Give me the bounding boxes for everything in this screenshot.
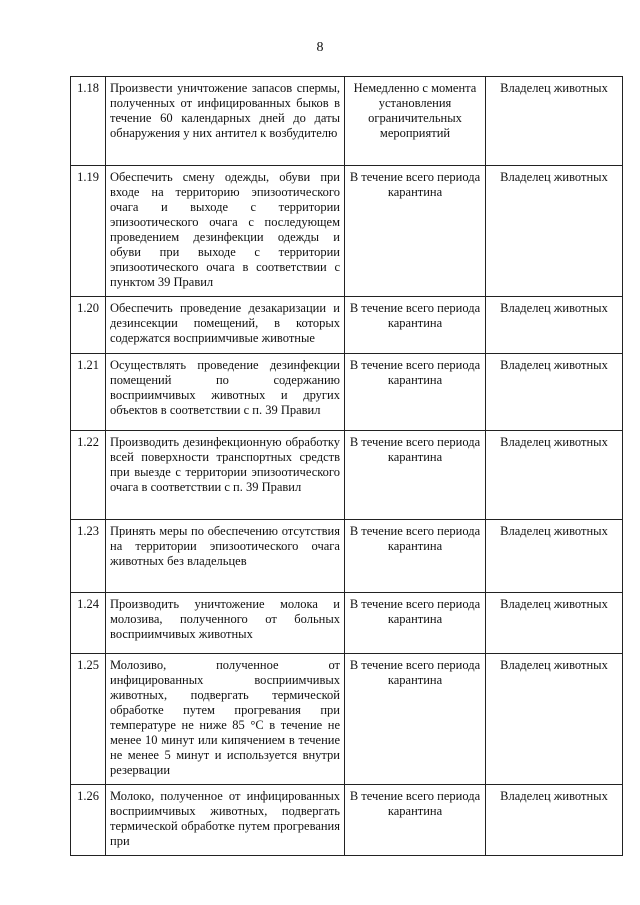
table-row [71,77,623,166]
row-number: 1.23 [71,520,106,593]
responsible-cell: Владелец животных [486,77,623,166]
table-row [71,354,623,431]
row-number: 1.20 [71,297,106,354]
term-cell: В течение всего периода карантина [345,654,486,785]
term-cell: В течение всего периода карантина [345,520,486,593]
responsible-cell: Владелец животных [486,593,623,654]
measures-table [70,76,623,856]
row-number: 1.25 [71,654,106,785]
term-cell: В течение всего периода карантина [345,593,486,654]
responsible-cell: Владелец животных [486,166,623,297]
responsible-cell: Владелец животных [486,785,623,856]
term-cell: В течение всего периода карантина [345,785,486,856]
row-number: 1.19 [71,166,106,297]
term-cell: В течение всего периода карантина [345,297,486,354]
term-cell: Немедленно с момента установления ограничительных мероприятий [345,77,486,166]
table-row [71,297,623,354]
table-row [71,520,623,593]
term-cell: В течение всего периода карантина [345,166,486,297]
action-cell: Молозиво, полученное от инфицированных восприимчивых животных, подвергать термической обработке путем прогревания при температуре не ниже 85 °С в течение не менее 10 минут или кипячением в течение не менее 5 минут и используется внутри резервации [106,654,345,785]
responsible-cell: Владелец животных [486,431,623,520]
action-cell: Производить уничтожение молока и молозива, полученного от больных восприимчивых животных [106,593,345,654]
page-number: 8 [316,40,324,55]
action-cell: Произвести уничтожение запасов спермы, полученных от инфицированных быков в течение 60 календарных дней до даты обнаружения у них антител к возбудителю [106,77,345,166]
action-cell: Принять меры по обеспечению отсутствия на территории эпизоотического очага животных без владельцев [106,520,345,593]
term-cell: В течение всего периода карантина [345,431,486,520]
action-cell: Обеспечить проведение дезакаризации и дезинсекции помещений, в которых содержатся восприимчивые животные [106,297,345,354]
responsible-cell: Владелец животных [486,297,623,354]
action-cell: Осуществлять проведение дезинфекции помещений по содержанию восприимчивых животных и других объектов в соответствии с п. 39 Правил [106,354,345,431]
table-row [71,593,623,654]
action-cell: Производить дезинфекционную обработку всей поверхности транспортных средств при выезде с территории эпизоотического очага в соответствии с п. 39 Правил [106,431,345,520]
action-cell: Молоко, полученное от инфицированных восприимчивых животных, подвергать термической обработке путем прогревания при [106,785,345,856]
table-row [71,431,623,520]
responsible-cell: Владелец животных [486,354,623,431]
term-cell: В течение всего периода карантина [345,354,486,431]
table-row [71,166,623,297]
table-row [71,785,623,856]
responsible-cell: Владелец животных [486,520,623,593]
row-number: 1.21 [71,354,106,431]
row-number: 1.24 [71,593,106,654]
action-cell: Обеспечить смену одежды, обуви при входе на территорию эпизоотического очага и выходе с территории эпизоотического очага с последующем проведением дезинфекции одежды и обуви при выходе с территории эпизоотического очага в соответствии с пунктом 39 Правил [106,166,345,297]
row-number: 1.18 [71,77,106,166]
row-number: 1.26 [71,785,106,856]
table-row [71,654,623,785]
responsible-cell: Владелец животных [486,654,623,785]
row-number: 1.22 [71,431,106,520]
